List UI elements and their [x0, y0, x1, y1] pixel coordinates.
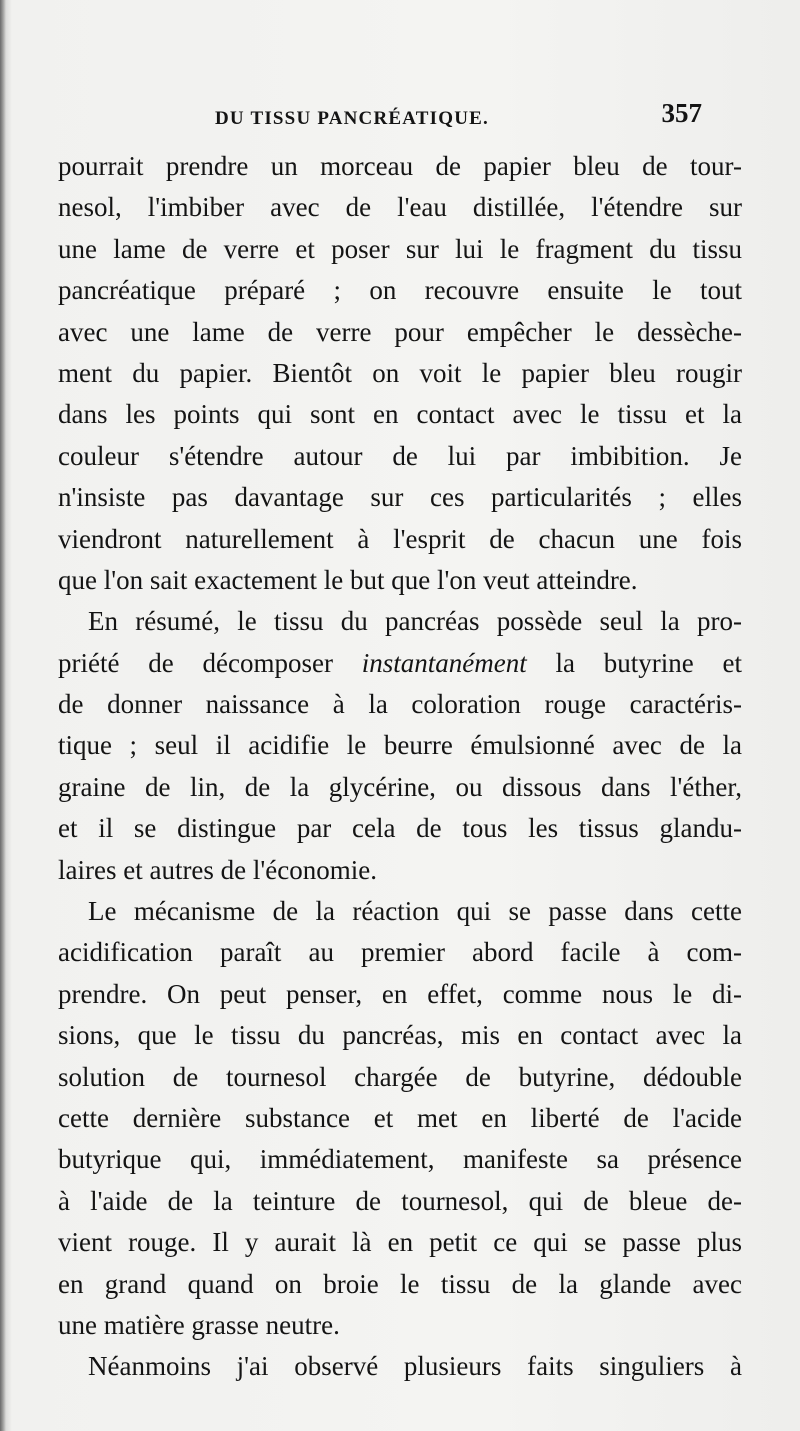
text-line: Le mécanisme de la réaction qui se passe dans cette [88, 896, 742, 927]
text-line: que l'on sait exactement le but que l'on veut atteindre. [58, 564, 638, 595]
text-line: Néanmoins j'ai observé plusieurs faits singuliers à [88, 1351, 742, 1382]
page-number: 357 [661, 98, 702, 128]
text-line: avec une lame de verre pour empêcher le dessèche- [58, 316, 742, 347]
running-head [60, 98, 708, 138]
text-line: sions, que le tissu du pancréas, mis en contact avec la [58, 1020, 742, 1051]
text-line: de donner naissance à la coloration rouge caractéris- [58, 689, 742, 720]
text-line: en grand quand on broie le tissu de la glande avec [58, 1268, 742, 1299]
text-line-with-emphasis [58, 643, 742, 684]
text-line: vient rouge. Il y aurait là en petit ce qui se passe plus [58, 1227, 742, 1258]
text-line: solution de tournesol chargée de butyrine, dédouble [58, 1061, 742, 1092]
text-line: pourrait prendre un morceau de papier bleu de tour- [58, 151, 742, 181]
text-line: n'insiste pas davantage sur ces particularités ; elles [58, 482, 742, 513]
text-line: tique ; seul il acidifie le beurre émulsionné avec de la [58, 730, 742, 761]
text-segment: la butyrine et [526, 647, 742, 678]
binding-shadow [0, 0, 6, 1431]
text-line: nesol, l'imbiber avec de l'eau distillée, l'étendre sur [58, 192, 742, 223]
text-line: une matière grasse neutre. [58, 1309, 340, 1340]
text-line: pancréatique préparé ; on recouvre ensuite le tout [58, 275, 742, 306]
text-line: et il se distingue par cela de tous les tissus glandu- [58, 813, 742, 844]
text-line: butyrique qui, immédiatement, manifeste sa présence [58, 1144, 742, 1175]
text-line: cette dernière substance et met en liberté de l'acide [58, 1102, 742, 1133]
text-line: ment du papier. Bientôt on voit le papier bleu rougir [58, 357, 742, 388]
text-line: couleur s'étendre autour de lui par imbibition. Je [58, 440, 742, 471]
body-text [58, 146, 742, 1388]
emphasized-word: instantanément [361, 647, 527, 678]
running-title: DU TISSU PANCRÉATIQUE. [215, 108, 489, 129]
text-line: En résumé, le tissu du pancréas possède seul la pro- [88, 606, 742, 637]
text-line: laires et autres de l'économie. [58, 854, 377, 885]
text-line: à l'aide de la teinture de tournesol, qui de bleue de- [58, 1185, 742, 1216]
text-line: une lame de verre et poser sur lui le fragment du tissu [58, 233, 742, 264]
text-line: dans les points qui sont en contact avec le tissu et la [58, 399, 742, 430]
text-line: acidification paraît au premier abord facile à com- [58, 937, 742, 968]
text-line: graine de lin, de la glycérine, ou dissous dans l'éther, [58, 771, 742, 802]
text-segment: priété de décomposer [58, 647, 362, 678]
text-line: viendront naturellement à l'esprit de chacun une fois [58, 523, 742, 554]
text-line: prendre. On peut penser, en effet, comme nous le di- [58, 978, 742, 1009]
